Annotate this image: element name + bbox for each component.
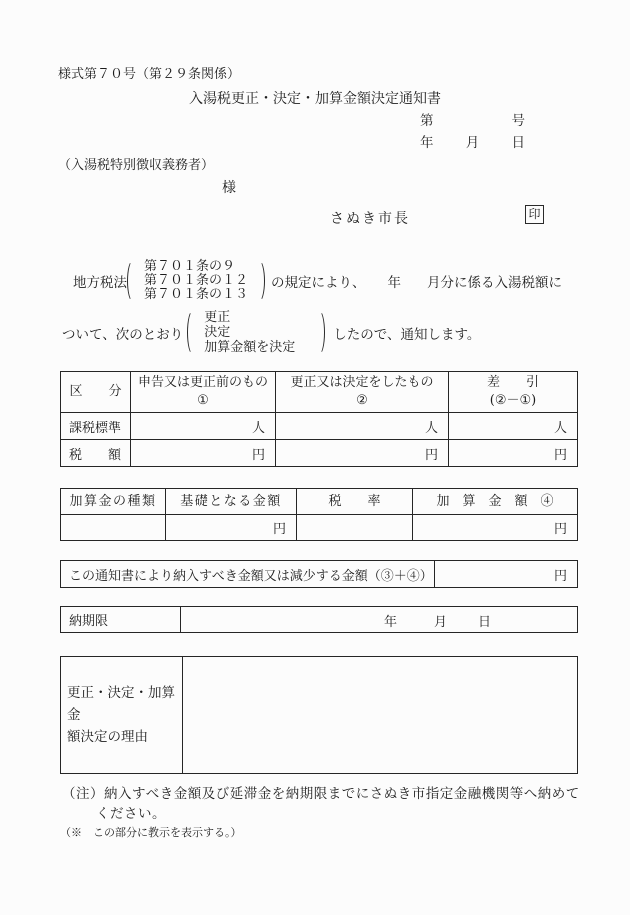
table-row	[61, 515, 578, 541]
law-option: 第７０１条の９	[144, 259, 236, 274]
instruction-note: （※ この部分に教示を表示する。）	[60, 826, 242, 839]
deadline-label: 納期限	[61, 607, 181, 633]
header-surcharge-type: 加算金の種類	[61, 489, 166, 515]
left-paren-shape	[127, 260, 139, 302]
action-clause-line	[62, 310, 480, 355]
doc-number-line	[420, 109, 525, 129]
surcharge-table	[60, 488, 578, 541]
surcharge-header-row	[61, 489, 578, 515]
right-paren-shape	[253, 260, 265, 302]
deadline-month: 月	[434, 615, 448, 630]
law-clause-line	[73, 260, 562, 302]
row-label-tax-amount: 税 額	[61, 440, 131, 467]
law-suffix: の規定により、	[271, 275, 366, 291]
comparison-table	[60, 371, 578, 467]
payment-deadline-row	[60, 606, 578, 633]
left-paren-shape	[187, 310, 199, 355]
unit-cell: 円	[276, 440, 449, 467]
unit-cell: 円	[449, 440, 578, 467]
action-suffix: したので、通知します。	[333, 326, 481, 343]
header-base-amount: 基礎となる金額	[166, 489, 297, 515]
unit-cell: 人	[131, 413, 276, 440]
issuer-name: さぬき市長	[330, 211, 410, 227]
comparison-header-row	[61, 372, 578, 413]
law-prefix: 地方税法	[73, 275, 127, 291]
note-line-1: （注）納入すべき金額及び延滞金を納期限までにさぬき市指定金融機関等へ納めて	[62, 786, 580, 802]
unit-cell: 円	[413, 515, 578, 541]
law-option: 第７０１条の１２	[144, 273, 249, 288]
issue-date-day: 日	[511, 135, 525, 151]
reason-content-cell	[183, 657, 578, 774]
unit-cell: 円	[166, 515, 297, 541]
unit-cell: 人	[276, 413, 449, 440]
addressee-honorific: 様	[222, 180, 236, 196]
note-line-2: ください。	[96, 806, 166, 822]
reason-box	[60, 656, 578, 774]
row-label-tax-base: 課税標準	[61, 413, 131, 440]
header-difference: 差 引 (②－①)	[449, 372, 578, 413]
reason-label-line: 更正・決定・加算金	[67, 685, 175, 723]
doc-number-prefix: 第	[420, 113, 434, 129]
header-before: 申告又は更正前のもの ①	[131, 372, 276, 413]
official-seal-icon: 印	[525, 205, 544, 224]
unit-cell: 円	[435, 561, 578, 588]
period-text: 月分に係る入湯税額に	[427, 275, 563, 291]
deadline-year: 年	[384, 615, 398, 630]
header-tax-rate: 税 率	[297, 489, 413, 515]
action-option: 決定	[204, 325, 231, 340]
unit-cell: 円	[131, 440, 276, 467]
law-options-stack	[139, 260, 253, 302]
empty-cell	[297, 515, 413, 541]
issue-date-line	[420, 131, 525, 151]
issue-date-year: 年	[420, 135, 434, 151]
reason-label-line: 額決定の理由	[67, 729, 148, 745]
action-option: 更正	[204, 310, 231, 325]
addressee-label: （入湯税特別徴収義務者）	[58, 158, 215, 173]
empty-cell	[61, 515, 166, 541]
deadline-date-cell	[181, 607, 578, 633]
action-option: 加算金額を決定	[204, 340, 296, 355]
form-number: 様式第７０号（第２９条関係）	[58, 67, 241, 82]
action-options-stack	[199, 310, 313, 355]
table-row	[61, 413, 578, 440]
table-row	[61, 440, 578, 467]
unit-cell: 人	[449, 413, 578, 440]
reason-label-cell	[61, 657, 183, 774]
header-surcharge-amount: 加 算 金 額 ④	[413, 489, 578, 515]
total-amount-label: この通知書により納入すべき金額又は減少する金額（③＋④）	[61, 561, 435, 588]
action-prefix: ついて、次のとおり	[62, 326, 184, 343]
total-amount-row	[60, 560, 578, 588]
law-option: 第７０１条の１３	[144, 287, 249, 302]
right-paren-shape	[313, 310, 325, 355]
issue-date-month: 月	[465, 135, 480, 151]
period-year-label: 年	[387, 275, 402, 291]
doc-number-suffix: 号	[511, 113, 525, 129]
page-title: 入湯税更正・決定・加算金額決定通知書	[189, 91, 441, 107]
header-kubun: 区 分	[61, 372, 131, 413]
header-after: 更正又は決定をしたもの ②	[276, 372, 449, 413]
deadline-day: 日	[478, 615, 492, 630]
